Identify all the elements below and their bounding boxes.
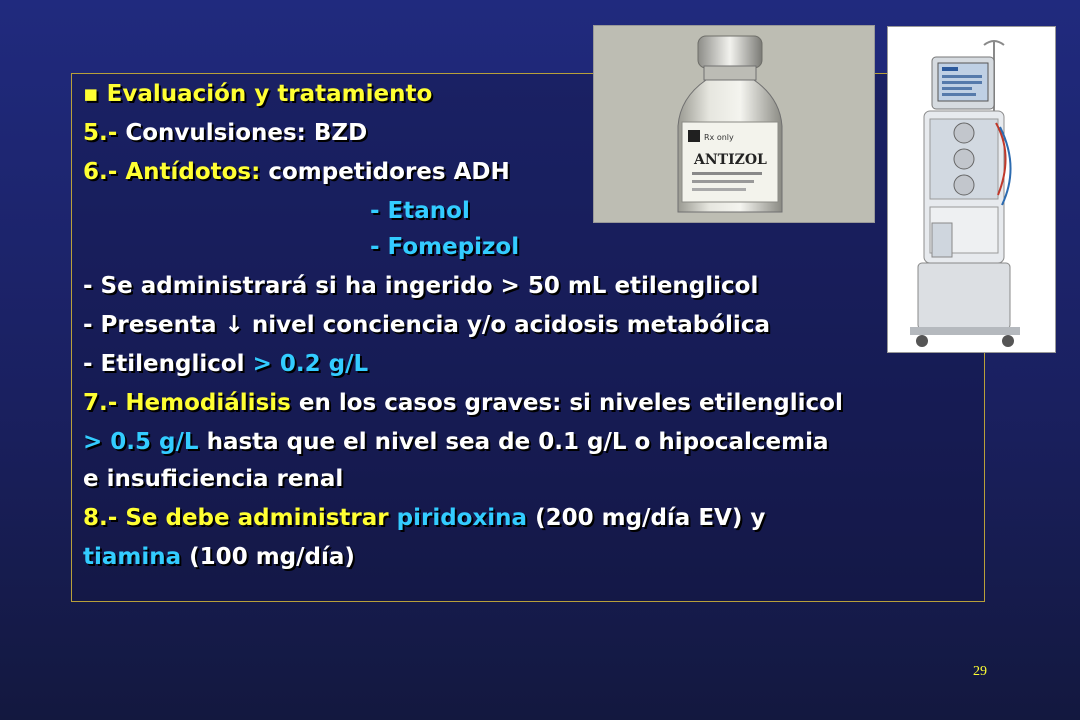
section-heading	[83, 77, 432, 111]
criteria-level	[83, 347, 368, 381]
criteria-ingested: - Se administrará si ha ingerido > 50 mL etilenglicol	[83, 273, 759, 299]
bullet-icon: ▪	[83, 81, 99, 107]
criteria-consciousness	[83, 308, 770, 342]
vial-label: ANTIZOL	[694, 152, 767, 168]
item-5	[83, 116, 367, 150]
dialysis-machine-photo	[887, 26, 1056, 353]
item-7-value: > 0.5 g/L	[83, 429, 199, 455]
criteria-level-label: - Etilenglicol	[83, 351, 245, 377]
item-5-text: Convulsiones: BZD	[125, 120, 368, 146]
item-7-text-2: hasta que el nivel sea de 0.1 g/L o hipocalcemia	[206, 429, 829, 455]
item-6-text: competidores ADH	[268, 159, 510, 185]
item-7-text: en los casos graves: si niveles etilenglicol	[298, 390, 843, 416]
dialysis-machine-illustration	[888, 27, 1055, 352]
section-title: Evaluación y tratamiento	[106, 81, 433, 107]
item-8-continued	[83, 540, 355, 574]
page-number: 29	[973, 664, 987, 679]
item-7-continued	[83, 425, 829, 459]
item-7-number: 7.-	[83, 390, 118, 416]
item-5-number: 5.-	[83, 120, 118, 146]
item-7-text-3: e insuficiencia renal	[83, 466, 344, 492]
item-6-number: 6.-	[83, 159, 118, 185]
item-7-label: Hemodiálisis	[125, 390, 291, 416]
vial-illustration	[594, 26, 874, 222]
criteria-level-value: > 0.2 g/L	[252, 351, 369, 377]
drug-piridoxina: piridoxina	[396, 505, 528, 531]
drug-tiamina: tiamina	[83, 544, 182, 570]
item-8-label: Se debe administrar	[125, 505, 389, 531]
item-8-number: 8.-	[83, 505, 118, 531]
antidote-fomepizol: - Fomepizol	[370, 234, 520, 260]
item-7	[83, 386, 843, 420]
down-arrow-icon: ↓	[224, 312, 244, 338]
svg-text:Rx only: Rx only	[704, 133, 734, 142]
criteria-consciousness-post: nivel conciencia y/o acidosis metabólica	[251, 312, 770, 338]
piridoxina-dose: (200 mg/día EV) y	[535, 505, 766, 531]
item-8	[83, 501, 765, 535]
antidote-etanol: - Etanol	[370, 198, 470, 224]
tiamina-dose: (100 mg/día)	[189, 544, 355, 570]
item-6	[83, 155, 510, 189]
criteria-consciousness-pre: - Presenta	[83, 312, 217, 338]
vial-photo	[593, 25, 875, 223]
item-6-label: Antídotos:	[125, 159, 261, 185]
